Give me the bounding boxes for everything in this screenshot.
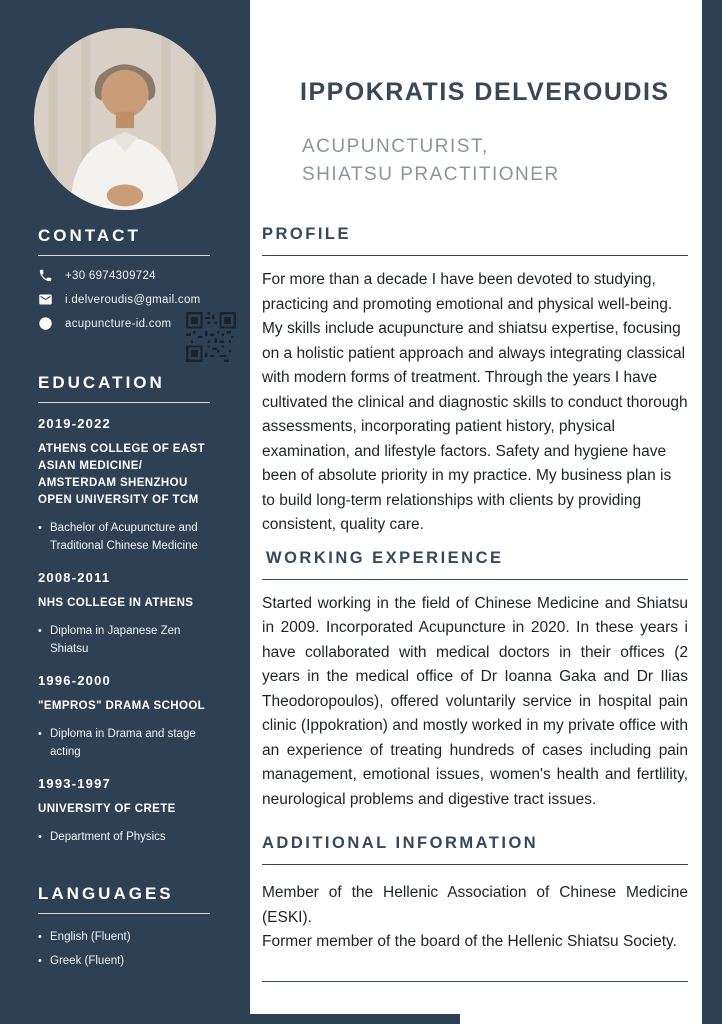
candidate-title xyxy=(302,133,688,189)
phone-value: +30 6974309724 xyxy=(65,269,156,282)
education-school: NHS COLLEGE IN ATHENS xyxy=(38,597,194,609)
experience-heading: WORKING EXPERIENCE xyxy=(266,548,504,567)
candidate-title-line1: ACUPUNCTURIST, xyxy=(302,136,489,157)
sidebar xyxy=(0,0,250,1024)
candidate-name: IPPOKRATIS DELVEROUDIS xyxy=(300,78,670,106)
languages-list xyxy=(38,928,212,970)
education-detail xyxy=(38,622,212,658)
language-label: English (Fluent) xyxy=(50,931,131,943)
education-detail-text: Diploma in Japanese Zen Shiatsu xyxy=(50,625,181,655)
education-school: ATHENS COLLEGE OF EAST ASIAN MEDICINE/ AMSTERDAM SHENZHOU OPEN UNIVERSITY OF TCM xyxy=(38,443,206,506)
education-years: 1993-1997 xyxy=(38,776,111,791)
education-entry xyxy=(38,570,212,658)
email-icon xyxy=(38,292,53,307)
education-entry xyxy=(38,776,212,846)
language-item xyxy=(38,952,212,970)
additional-divider xyxy=(262,864,688,865)
bullet-dot: • xyxy=(38,522,42,534)
language-label: Greek (Fluent) xyxy=(50,955,125,967)
website-value: acupuncture-id.com xyxy=(65,317,172,330)
education-years: 2008-2011 xyxy=(38,570,111,585)
contact-item-phone xyxy=(38,268,212,283)
bullet-dot: • xyxy=(38,625,42,637)
phone-icon xyxy=(38,268,53,283)
languages-divider xyxy=(38,913,210,914)
education-years: 1996-2000 xyxy=(38,673,111,688)
right-accent-bar xyxy=(702,0,722,1024)
bullet-dot: • xyxy=(38,728,42,740)
education-years: 2019-2022 xyxy=(38,416,111,431)
education-detail-text: Department of Physics xyxy=(50,831,166,843)
bullet-dot: • xyxy=(38,831,42,843)
education-section xyxy=(0,373,250,846)
additional-heading: ADDITIONAL INFORMATION xyxy=(262,834,539,852)
bullet-dot: • xyxy=(38,931,42,943)
profile-text: For more than a decade I have been devoted to studying, practicing and promoting emotional and physical well-being. My skills include acupuncture and shiatsu expertise, focusing on a holistic patient approach and always integrating classical with modern forms of treatment. Through the years I have cultivated the clinical and diagnostic skills to conduct thorough assessments, incorporating patient history, physical examination, and lifestyle factors. Safety and hygiene have been of absolute priority in my practice. My business plan is to build long-term relationships with clients by providing consistent, quality care. xyxy=(262,271,688,533)
additional-text-line2: Former member of the board of the Hellenic Shiatsu Society. xyxy=(262,933,677,950)
profile-photo xyxy=(34,28,216,210)
contact-heading: CONTACT xyxy=(38,226,141,245)
bullet-dot: • xyxy=(38,955,42,967)
education-heading: EDUCATION xyxy=(38,373,165,392)
email-value: i.delveroudis@gmail.com xyxy=(65,293,201,306)
experience-divider xyxy=(262,579,688,580)
profile-divider xyxy=(262,255,688,256)
bottom-accent-bar xyxy=(65,1014,460,1024)
contact-item-email xyxy=(38,292,212,307)
language-item xyxy=(38,928,212,946)
education-school: UNIVERSITY OF CRETE xyxy=(38,803,176,815)
person-portrait-illustration xyxy=(34,28,216,210)
additional-text-line1: Member of the Hellenic Association of Chinese Medicine (ESKI). xyxy=(262,884,688,926)
candidate-title-line2: SHIATSU PRACTITIONER xyxy=(302,164,560,185)
globe-icon xyxy=(38,316,53,331)
education-detail xyxy=(38,725,212,761)
education-detail-text: Bachelor of Acupuncture and Traditional Chinese Medicine xyxy=(50,522,198,552)
qr-code xyxy=(186,312,236,362)
education-detail xyxy=(38,519,212,555)
education-detail-text: Diploma in Drama and stage acting xyxy=(50,728,196,758)
education-detail xyxy=(38,828,212,846)
education-school: "EMPROS" DRAMA SCHOOL xyxy=(38,700,206,712)
bottom-divider xyxy=(262,981,688,982)
profile-heading: PROFILE xyxy=(262,225,352,243)
experience-text: Started working in the field of Chinese Medicine and Shiatsu in 2009. Incorporated Acupuncture in 2020. In these years i have collaborated with medical doctors in their offices (2 years in the medical office of Dr Ioanna Gaka and Dr Ilias Theodoropoulos), offered voluntarily service in hospital pain clinic (Ippokration) and mostly worked in my private office with an experience of treating hundreds of cases including pain management, emotional issues, women's health and fertlility, neurological problems and digestive tract issues. xyxy=(262,594,688,808)
languages-section xyxy=(0,884,250,970)
contact-divider xyxy=(38,255,210,256)
languages-heading: LANGUAGES xyxy=(38,884,174,903)
education-entry xyxy=(38,416,212,555)
education-entry xyxy=(38,673,212,761)
education-divider xyxy=(38,402,210,403)
main-content xyxy=(250,0,702,1024)
